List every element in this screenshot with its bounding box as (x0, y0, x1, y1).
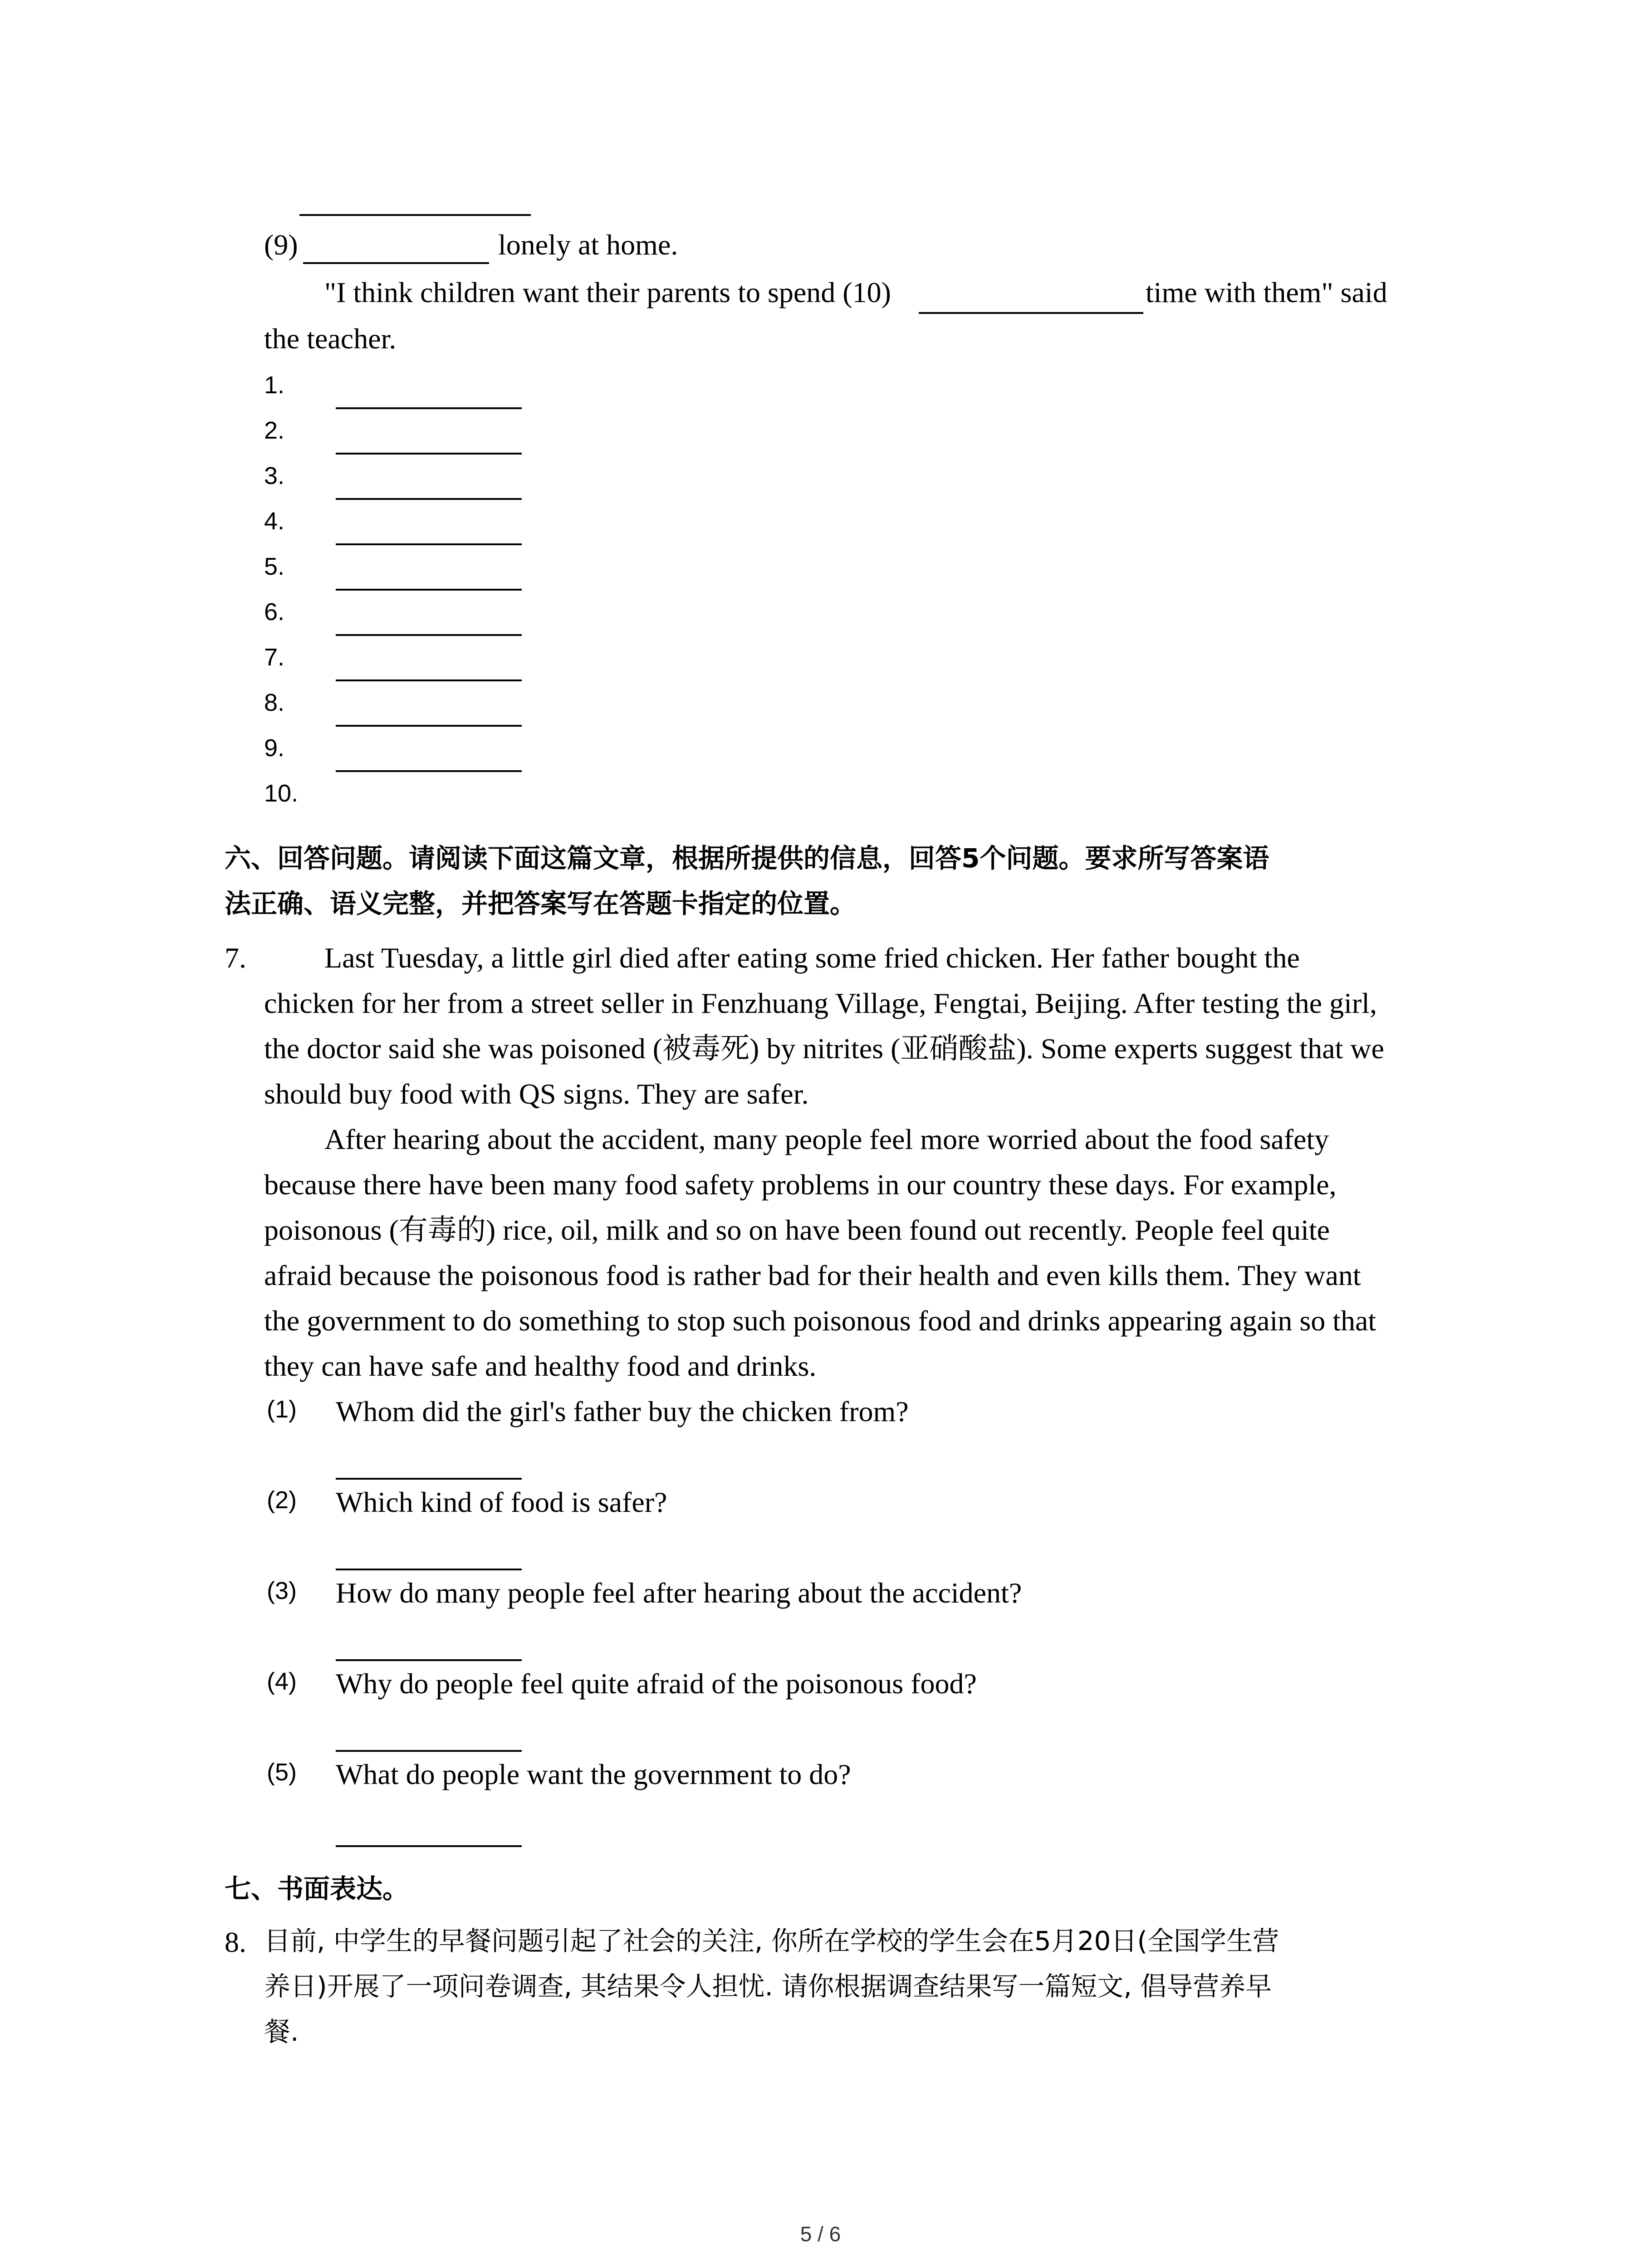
answer-blank (336, 634, 522, 636)
passage-line: they can have safe and healthy food and drinks. (264, 1350, 817, 1382)
answer-label: 10. (264, 780, 299, 807)
answer-blank (336, 679, 522, 681)
passage-line: should buy food with QS signs. They are safer. (264, 1078, 809, 1110)
passage-line: chicken for her from a street seller in Fenzhuang Village, Fengtai, Beijing. After testing the girl, (264, 987, 1377, 1019)
sub-question-number: (5) (267, 1759, 297, 1786)
quote-text-3: the teacher. (264, 323, 397, 355)
answer-blank (336, 407, 522, 409)
answer-blank (336, 1750, 522, 1752)
answer-blank (299, 214, 531, 216)
answer-blank (336, 1845, 522, 1847)
answer-label: 1. (264, 371, 285, 399)
sub-question-text: Whom did the girl's father buy the chicken from? (336, 1395, 909, 1427)
question-number: 8. (225, 1926, 246, 1958)
answer-label: 9. (264, 734, 285, 762)
answer-label: 7. (264, 644, 285, 671)
sub-question-number: (1) (267, 1396, 297, 1423)
section-6-heading-line-2: 法正确、语义完整，并把答案写在答题卡指定的位置。 (225, 888, 857, 919)
prompt-line: 养日)开展了一项问卷调查, 其结果令人担忧. 请你根据调查结果写一篇短文, 倡导营养早 (264, 1971, 1272, 2002)
sub-question-text: Why do people feel quite afraid of the poisonous food? (336, 1667, 977, 1700)
passage-line: Last Tuesday, a little girl died after eating some fried chicken. Her father bought the (324, 942, 1300, 974)
answer-blank (336, 1659, 522, 1661)
answer-blank (336, 453, 522, 455)
sub-question-text: How do many people feel after hearing about the accident? (336, 1577, 1022, 1609)
answer-blank (303, 262, 489, 264)
prompt-line: 目前, 中学生的早餐问题引起了社会的关注, 你所在学校的学生会在5月20日(全国学生营 (264, 1926, 1279, 1956)
answer-label: 8. (264, 689, 285, 716)
passage-line: because there have been many food safety problems in our country these days. For example, (264, 1168, 1337, 1201)
section-6-heading-line-1: 六、回答问题。请阅读下面这篇文章，根据所提供的信息，回答5个问题。要求所写答案语 (225, 843, 1269, 874)
sub-question-text: What do people want the government to do? (336, 1758, 851, 1790)
page-number: 5 / 6 (800, 2222, 841, 2246)
item-9-prefix: (9) (264, 229, 298, 261)
quote-text-1: "I think children want their parents to spend (10) (324, 276, 891, 308)
item-9-suffix: lonely at home. (498, 229, 678, 261)
answer-label: 6. (264, 598, 285, 626)
passage-line: the doctor said she was poisoned (被毒死) by nitrites (亚硝酸盐). Some experts suggest that we (264, 1032, 1384, 1065)
answer-label: 3. (264, 462, 285, 489)
answer-blank (919, 312, 1143, 314)
question-number: 7. (225, 942, 246, 974)
sub-question-text: Which kind of food is safer? (336, 1486, 667, 1518)
answer-blank (336, 543, 522, 545)
sub-question-number: (2) (267, 1486, 297, 1514)
answer-blank (336, 498, 522, 500)
passage-line: the government to do something to stop such poisonous food and drinks appearing again so that (264, 1305, 1376, 1337)
prompt-line: 餐. (264, 2016, 299, 2047)
passage-line: poisonous (有毒的) rice, oil, milk and so on have been found out recently. People feel quite (264, 1214, 1330, 1246)
section-7-heading: 七、书面表达。 (225, 1873, 409, 1904)
answer-label: 5. (264, 553, 285, 580)
sub-question-number: (3) (267, 1577, 297, 1604)
answer-label: 4. (264, 508, 285, 535)
answer-blank (336, 770, 522, 772)
answer-blank (336, 589, 522, 591)
answer-label: 2. (264, 417, 285, 444)
answer-blank (336, 1478, 522, 1480)
answer-blank (336, 1569, 522, 1570)
passage-line: After hearing about the accident, many people feel more worried about the food safety (324, 1123, 1329, 1155)
quote-text-2: time with them" said (1146, 276, 1387, 308)
sub-question-number: (4) (267, 1668, 297, 1695)
answer-blank (336, 725, 522, 727)
passage-line: afraid because the poisonous food is rather bad for their health and even kills them. They want (264, 1259, 1361, 1291)
